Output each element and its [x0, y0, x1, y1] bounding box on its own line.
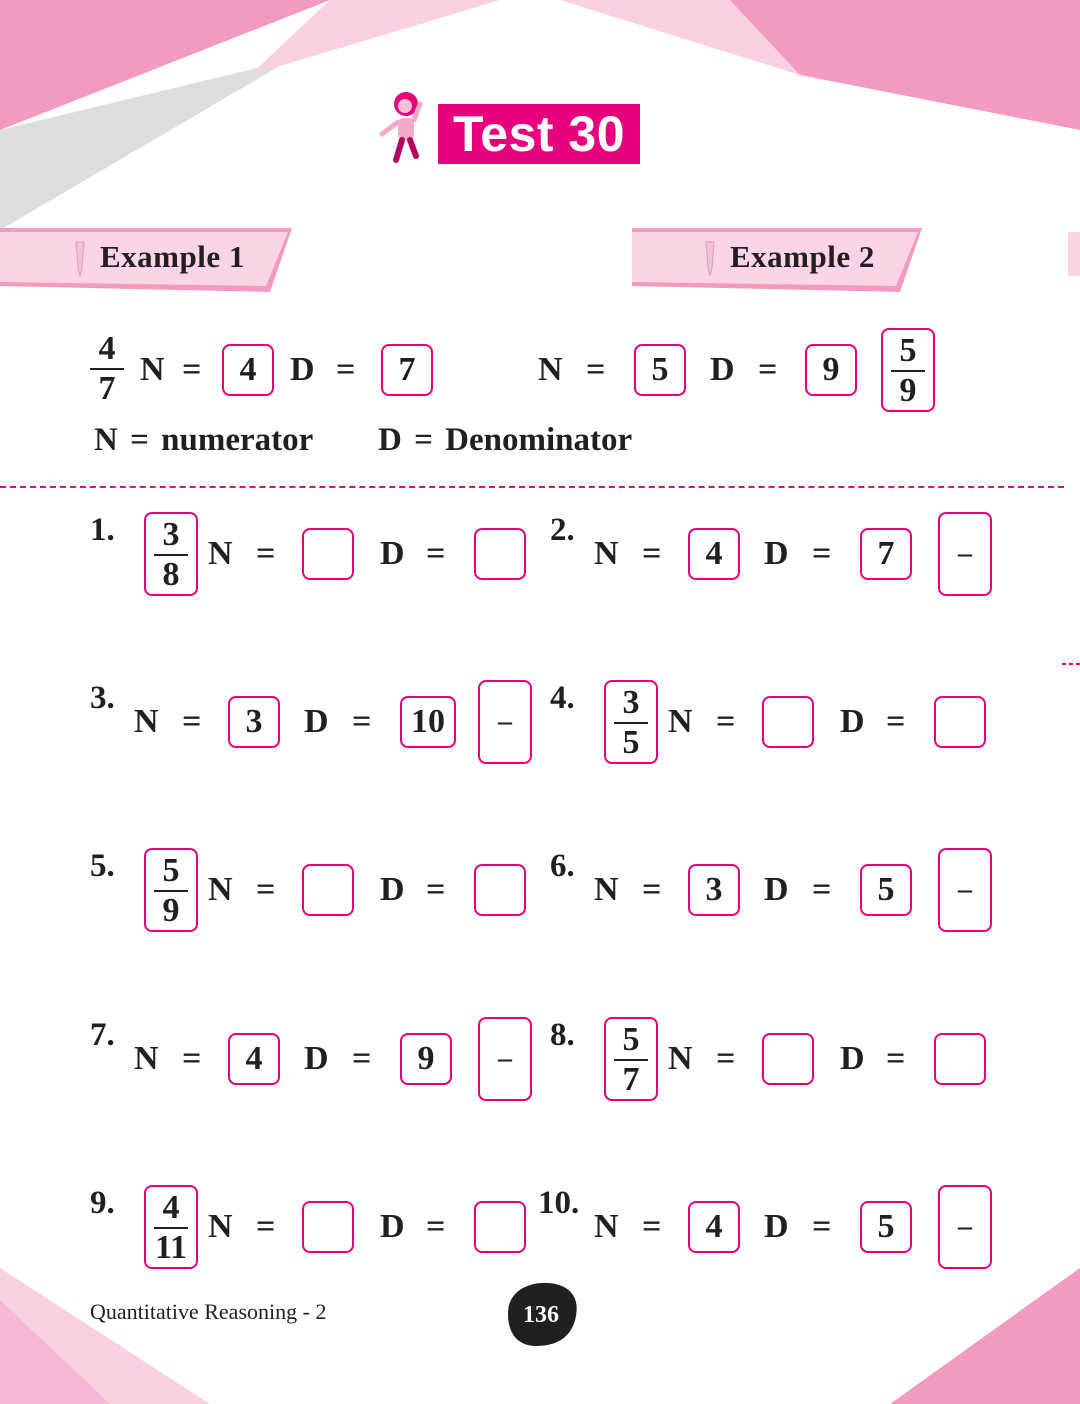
question-number: 5. — [90, 848, 115, 884]
equals-sign: = — [642, 871, 662, 908]
question-fraction — [146, 852, 196, 930]
equals-sign: = — [716, 1040, 736, 1077]
d-label: D — [764, 871, 789, 908]
section-divider — [0, 486, 1064, 488]
n-label: N — [594, 871, 619, 908]
fraction-denominator: 11 — [154, 1229, 188, 1266]
n-label: N — [538, 351, 563, 388]
fraction-numerator: 3 — [622, 684, 640, 721]
numerator-given-box: 4 — [688, 1201, 740, 1253]
fraction-denominator: 5 — [622, 724, 640, 761]
n-label: N — [594, 1208, 619, 1245]
n-label: N — [134, 1040, 159, 1077]
fraction-numerator: 3 — [162, 516, 180, 553]
d-label: D — [290, 351, 315, 388]
equals-sign: = — [182, 351, 202, 388]
fraction-numerator: 5 — [899, 332, 917, 369]
d-label: D — [764, 1208, 789, 1245]
question-number: 6. — [550, 848, 575, 884]
fraction-answer-box[interactable]: – — [938, 512, 992, 596]
n-label: N — [668, 1040, 693, 1077]
question-number: 4. — [550, 680, 575, 716]
example-1-fraction — [82, 330, 132, 408]
equals-sign: = — [812, 535, 832, 572]
equals-sign: = — [182, 703, 202, 740]
fraction-denominator: 9 — [162, 892, 180, 929]
question-number: 2. — [550, 512, 575, 548]
question-number: 9. — [90, 1185, 115, 1221]
denominator-answer-box[interactable] — [474, 1201, 526, 1253]
example-2-label: Example 2 — [730, 239, 875, 274]
denominator-given-box: 5 — [860, 864, 912, 916]
question-number: 10. — [538, 1185, 580, 1221]
fraction-answer-box[interactable]: – — [478, 1017, 532, 1101]
fraction-numerator: 4 — [162, 1189, 180, 1226]
equals-sign: = — [758, 351, 778, 388]
question-number: 1. — [90, 512, 115, 548]
question-fraction — [606, 684, 656, 762]
fraction-denominator: 8 — [162, 556, 180, 593]
page-title: Test 30 — [438, 104, 640, 164]
equals-sign: = — [426, 535, 446, 572]
numerator-definition: N = numerator — [94, 422, 314, 458]
d-label: D — [380, 535, 405, 572]
book-title: Quantitative Reasoning - 2 — [90, 1299, 327, 1324]
equals-sign: = — [886, 703, 906, 740]
d-label: D — [764, 535, 789, 572]
fraction-denominator: 7 — [622, 1061, 640, 1098]
d-label: D — [304, 703, 329, 740]
numerator-given-box: 3 — [688, 864, 740, 916]
n-label: N — [208, 871, 233, 908]
numerator-answer-box[interactable] — [762, 696, 814, 748]
n-label: N — [668, 703, 693, 740]
equals-sign: = — [352, 1040, 372, 1077]
fraction-numerator: 5 — [162, 852, 180, 889]
numerator-answer-box: 4 — [222, 344, 274, 396]
equals-sign: = — [182, 1040, 202, 1077]
denominator-given-box: 5 — [860, 1201, 912, 1253]
numerator-given-box: 4 — [688, 528, 740, 580]
fraction-answer-box[interactable]: – — [938, 1185, 992, 1269]
denominator-given-box: 7 — [860, 528, 912, 580]
fraction-denominator: 7 — [98, 370, 116, 407]
numerator-given-box: 4 — [228, 1033, 280, 1085]
denominator-answer-box: 7 — [381, 344, 433, 396]
denominator-answer-box[interactable] — [934, 696, 986, 748]
numerator-answer-box[interactable] — [302, 1201, 354, 1253]
d-label: D — [380, 871, 405, 908]
equals-sign: = — [642, 1208, 662, 1245]
numerator-answer-box[interactable] — [762, 1033, 814, 1085]
n-label: N — [134, 703, 159, 740]
equals-sign: = — [426, 871, 446, 908]
d-label: D — [380, 1208, 405, 1245]
fraction-answer-box[interactable]: – — [938, 848, 992, 932]
pencil-icon — [70, 238, 92, 278]
d-label: D — [304, 1040, 329, 1077]
fraction-numerator: 5 — [622, 1021, 640, 1058]
fraction-numerator: 4 — [98, 330, 116, 367]
denominator-answer-box[interactable] — [474, 864, 526, 916]
equals-sign: = — [256, 535, 276, 572]
question-number: 8. — [550, 1017, 575, 1053]
numerator-answer-box: 5 — [634, 344, 686, 396]
d-label: D — [840, 1040, 865, 1077]
equals-sign: = — [336, 351, 356, 388]
numerator-given-box: 3 — [228, 696, 280, 748]
equals-sign: = — [812, 871, 832, 908]
numerator-answer-box[interactable] — [302, 864, 354, 916]
equals-sign: = — [812, 1208, 832, 1245]
equals-sign: = — [586, 351, 606, 388]
example-2-fraction — [883, 332, 933, 410]
fraction-denominator: 9 — [899, 372, 917, 409]
question-fraction — [146, 516, 196, 594]
denominator-answer-box[interactable] — [934, 1033, 986, 1085]
equals-sign: = — [886, 1040, 906, 1077]
n-label: N — [208, 1208, 233, 1245]
numerator-answer-box[interactable] — [302, 528, 354, 580]
n-label: N — [208, 535, 233, 572]
n-label: N — [140, 351, 165, 388]
denominator-answer-box: 9 — [805, 344, 857, 396]
equals-sign: = — [426, 1208, 446, 1245]
equals-sign: = — [642, 535, 662, 572]
question-fraction — [146, 1189, 196, 1267]
equals-sign: = — [352, 703, 372, 740]
fraction-answer-box[interactable]: – — [478, 680, 532, 764]
denominator-given-box: 10 — [400, 696, 456, 748]
n-label: N — [594, 535, 619, 572]
question-number: 7. — [90, 1017, 115, 1053]
denominator-answer-box[interactable] — [474, 528, 526, 580]
question-number: 3. — [90, 680, 115, 716]
denominator-given-box: 9 — [400, 1033, 452, 1085]
equals-sign: = — [256, 1208, 276, 1245]
pencil-icon — [700, 238, 722, 278]
denominator-definition: D = Denominator — [378, 422, 633, 458]
question-fraction — [606, 1021, 656, 1099]
girl-mascot-icon — [374, 90, 434, 166]
example-1-label: Example 1 — [100, 239, 245, 274]
equals-sign: = — [256, 871, 276, 908]
d-label: D — [840, 703, 865, 740]
equals-sign: = — [716, 703, 736, 740]
d-label: D — [710, 351, 735, 388]
page-number: 136 — [523, 1302, 559, 1328]
